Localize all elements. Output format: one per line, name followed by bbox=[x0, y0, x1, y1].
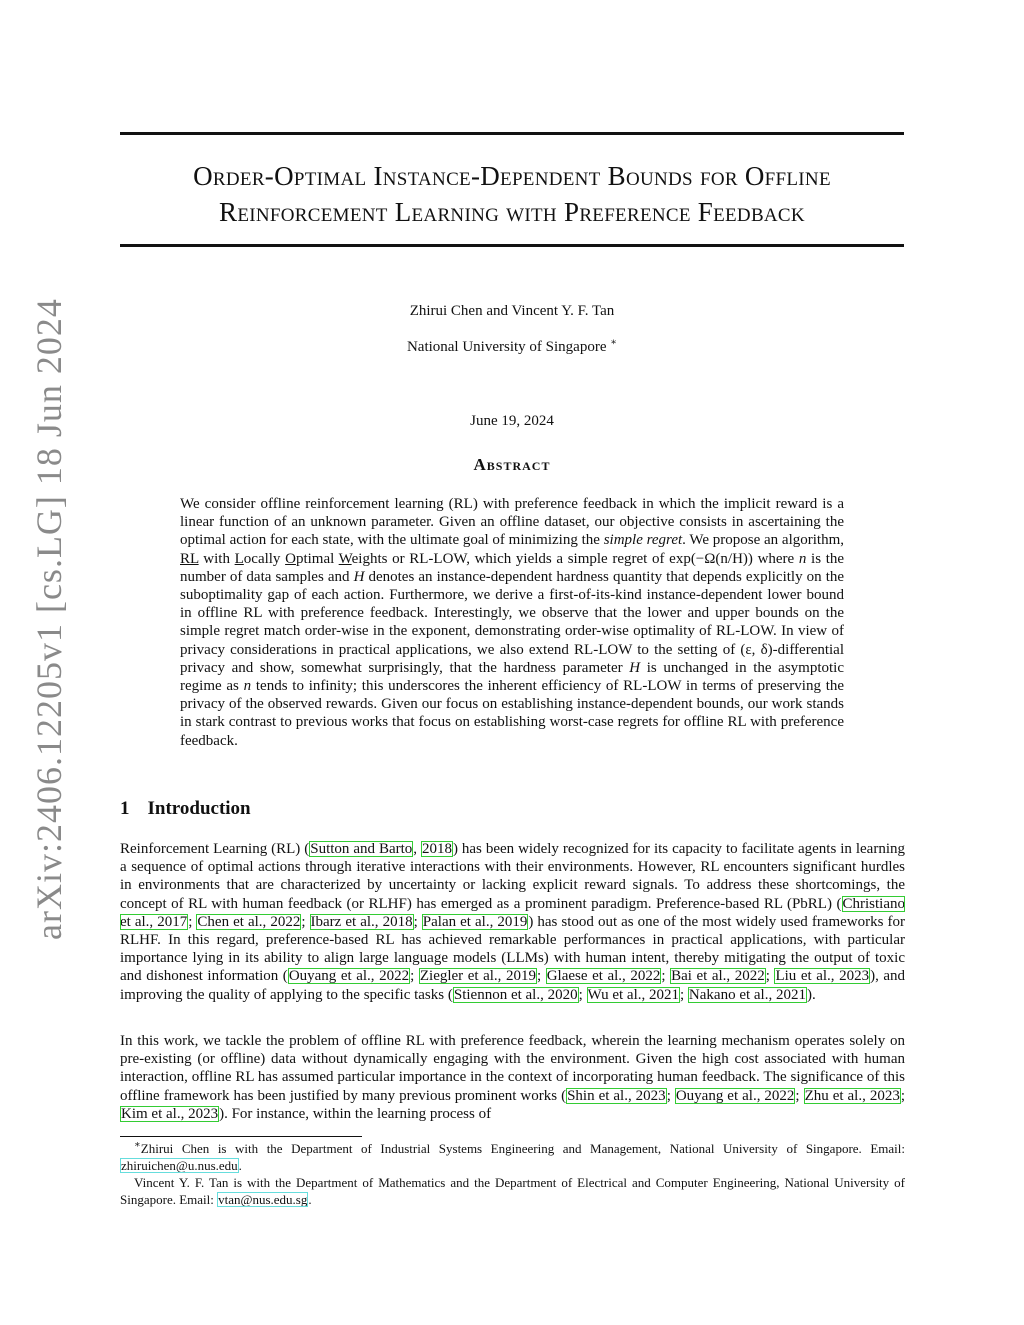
title-top-rule bbox=[120, 132, 904, 135]
math-privacy-params: (ε, δ) bbox=[740, 641, 773, 658]
citation-link[interactable]: Christiano et al., 2017 bbox=[120, 895, 905, 930]
paper-title bbox=[120, 158, 904, 230]
footnotes bbox=[120, 1141, 905, 1208]
math-regret-expression: exp(−Ω(n/H)) bbox=[669, 550, 753, 567]
citation-link[interactable]: Glaese et al., 2022 bbox=[546, 968, 661, 985]
email-link-chen[interactable]: zhiruichen@u.nus.edu bbox=[121, 1157, 238, 1173]
citation-link[interactable]: Liu et al., 2023 bbox=[775, 968, 870, 985]
citation-link[interactable]: Ouyang et al., 2022 bbox=[675, 1087, 795, 1104]
citation-link[interactable]: 2018 bbox=[421, 841, 452, 857]
author-names: Zhirui Chen and Vincent Y. F. Tan bbox=[409, 303, 615, 319]
citation-link[interactable]: Ziegler et al., 2019 bbox=[419, 968, 536, 985]
citation-link[interactable]: Kim et al., 2023 bbox=[121, 1105, 219, 1122]
footnote-1: ∗Zhirui Chen is with the Department of Industrial Systems Engineering and Management, National University of Singapore. Email: zhiruichen@u.nus.edu. bbox=[121, 1139, 905, 1173]
abstract-body: We consider offline reinforcement learning (RL) with preference feedback in which the implicit reward is a linear function of an unknown parameter. Given an offline dataset, our objective consists in ascertaining the optimal action for each state, with the ultimate goal of minimizing the simple regret. We propose an algorithm, RL with Locally Optimal Weights or RL-LOW, which yields a simple regret of exp(−Ω(n/H)) where n is the number of data samples and H denotes an instance-dependent hardness quantity that depends explicitly on the suboptimality gap of each action. Furthermore, we derive a first-of-its-kind instance-dependent lower bound in offline RL with preference feedback. Interestingly, we observe that the lower and upper bounds on the simple regret match order-wise in the exponent, demonstrating order-wise optimality of RL-LOW. In view of privacy considerations in practical applications, we also extend RL-LOW to the setting of (ε, δ)-differential privacy and show, somewhat surprisingly, that the hardness parameter H is unchanged in the asymptotic regime as n tends to infinity; this underscores the inherent efficiency of RL-LOW in terms of preserving the privacy of the observed rewards. Given our focus on establishing instance-dependent bounds, our work stands in stark contrast to previous works that focus on establishing worst-case regrets for offline RL with preference feedback. bbox=[180, 496, 845, 749]
citation-link[interactable]: Sutton and Barto bbox=[310, 841, 413, 857]
citation-link[interactable]: Shin et al., 2023 bbox=[567, 1087, 666, 1104]
affiliation-text: National University of Singapore bbox=[406, 339, 607, 355]
title-bottom-rule bbox=[120, 244, 904, 247]
citation-link[interactable]: Ibarz et al., 2018 bbox=[310, 913, 413, 930]
intro-paragraph-1: Reinforcement Learning (RL) (Sutton and Barto, 2018) has been widely recognized for its capacity to facilitate agents in learning a sequence of optimal actions through iterative interactions with their environments. However, RL encounters significant hurdles in environments that are characterized by uncertainty or lacking explicit reward signals. To address these shortcomings, the concept of RL with human feedback (or RLHF) has emerged as a prominent paradigm. Preference-based RL (PbRL) (Christiano et al., 2017; Chen et al., 2022; Ibarz et al., 2018; Palan et al., 2019) has stood out as one of the most widely used frameworks for RLHF. In this regard, preference-based RL has achieved remarkable performances in practical applications, with particular importance lying in its ability to align large language models (LLMs) with human intent, thereby mitigating the output of toxic and dishonest information (Ouyang et al., 2022; Ziegler et al., 2019; Glaese et al., 2022; Bai et al., 2022; Liu et al., 2023), and improving the quality of applying to the specific tasks (Stiennon et al., 2020; Wu et al., 2021; Nakano et al., 2021). bbox=[120, 841, 906, 1003]
citation-link[interactable]: Chen et al., 2022 bbox=[197, 913, 301, 930]
simple-regret-term: simple regret bbox=[603, 532, 683, 549]
footnote-separator bbox=[120, 1136, 362, 1137]
citation-link[interactable]: Palan et al., 2019 bbox=[422, 913, 528, 930]
section-heading-introduction bbox=[120, 798, 251, 820]
affiliation-footnote-mark[interactable]: ∗ bbox=[610, 337, 618, 348]
section-number: 1 bbox=[120, 798, 130, 819]
citation-link[interactable]: Wu et al., 2021 bbox=[587, 986, 679, 1003]
paper-title-line-1: Order-Optimal Instance-Dependent Bounds for Offline bbox=[193, 161, 831, 191]
citation-link[interactable]: Stiennon et al., 2020 bbox=[453, 986, 578, 1003]
paper-date: June 19, 2024 bbox=[470, 413, 554, 429]
section-title: Introduction bbox=[147, 798, 251, 819]
footnote-2: Vincent Y. F. Tan is with the Department of Mathematics and the Department of Electrical and Computer Engineering, National University of Singapore. Email: vtan@nus.edu.sg. bbox=[120, 1175, 905, 1207]
abstract-heading: Abstract bbox=[473, 455, 551, 474]
citation-link[interactable]: Bai et al., 2022 bbox=[671, 968, 765, 985]
citation-link[interactable]: Zhu et al., 2023 bbox=[804, 1087, 900, 1104]
email-link-tan[interactable]: vtan@nus.edu.sg bbox=[218, 1191, 308, 1207]
paper-title-line-2: Reinforcement Learning with Preference Feedback bbox=[219, 197, 805, 227]
citation-link[interactable]: Ouyang et al., 2022 bbox=[288, 968, 410, 985]
author-affiliation bbox=[120, 339, 904, 356]
intro-paragraph-2: In this work, we tackle the problem of offline RL with preference feedback, wherein the learning mechanism operates solely on pre-existing (or offline) data without dynamically engaging with the environment. Given the high cost associated with human interaction, offline RL has assumed particular importance in the context of incorporating human feedback. The significance of this offline framework has been justified by many previous prominent works (Shin et al., 2023; Ouyang et al., 2022; Zhu et al., 2023; Kim et al., 2023). For instance, within the learning process of bbox=[120, 1033, 905, 1122]
citation-link[interactable]: Nakano et al., 2021 bbox=[688, 986, 806, 1003]
arxiv-identifier-stamp: arXiv:2406.12205v1 [cs.LG] 18 Jun 2024 bbox=[29, 298, 69, 940]
